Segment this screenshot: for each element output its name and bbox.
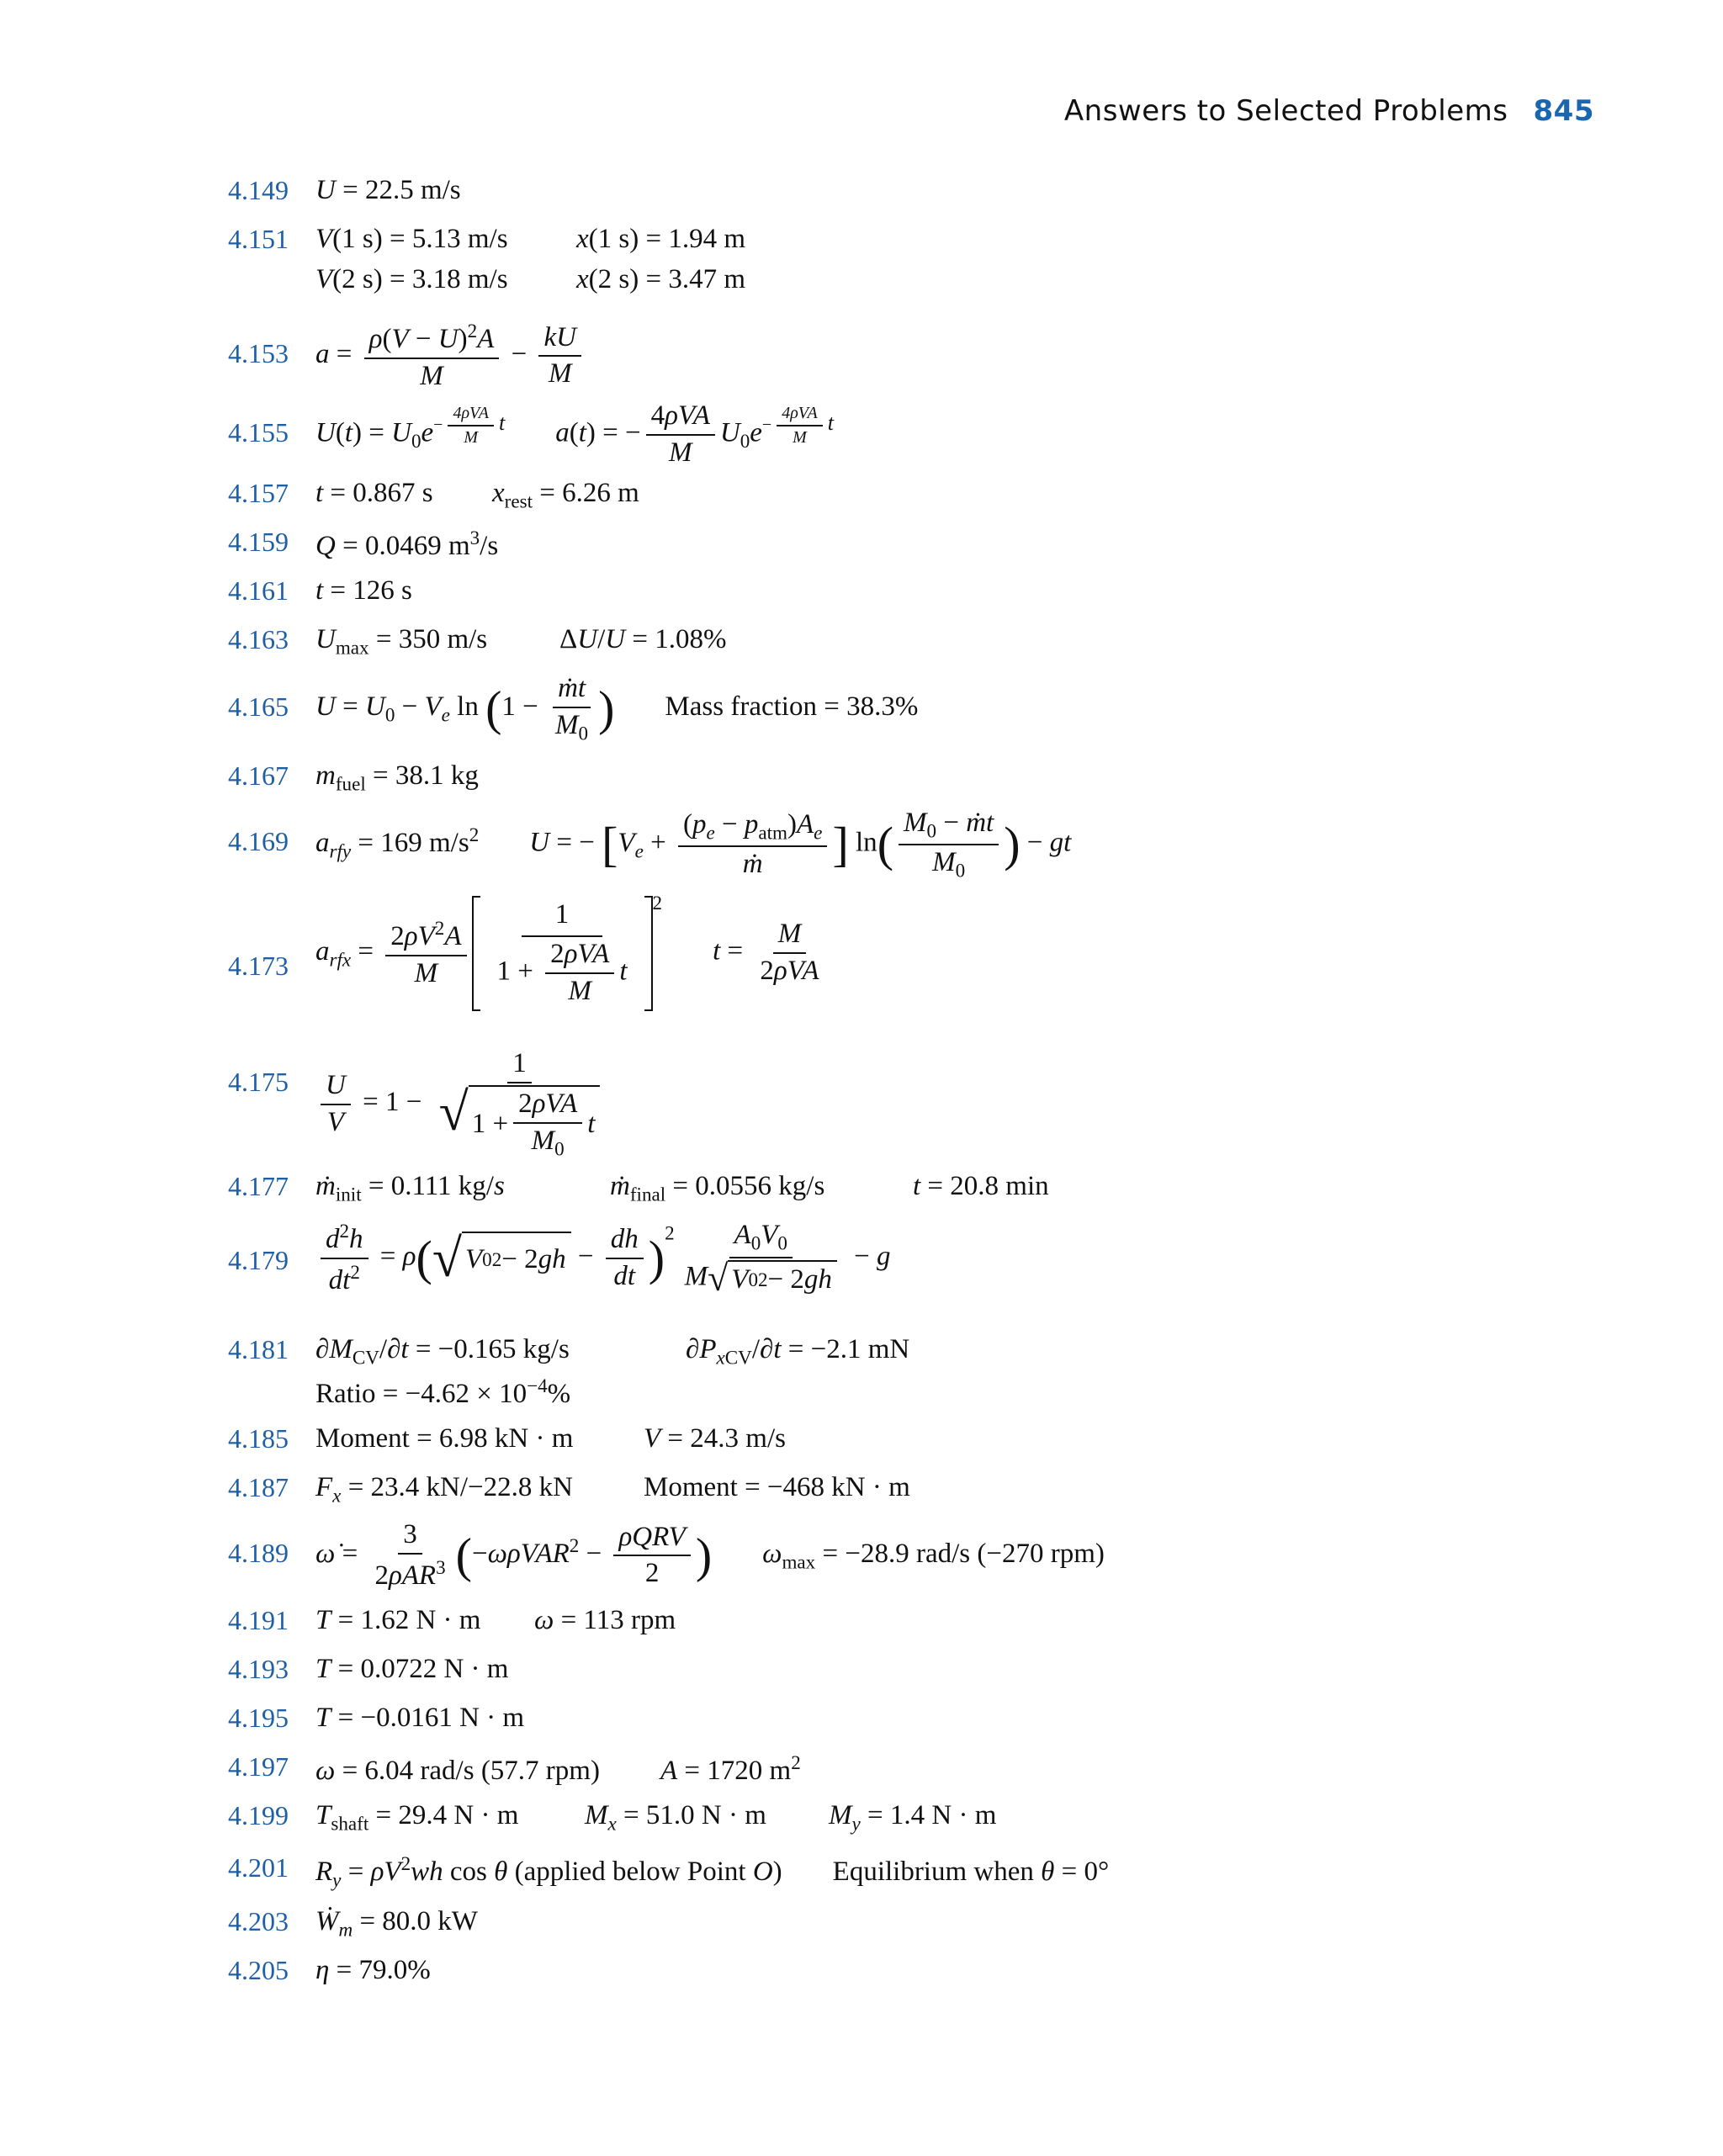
answer-text: $m_{fuel} = 38.1$ kg	[315, 760, 479, 795]
problem-number: 4.169	[228, 826, 289, 856]
problem-number: 4.179	[228, 1245, 289, 1275]
answer-text: ω = 6.04 rad/s (57.7 rpm) A = 1720 $m^2$	[315, 1751, 801, 1786]
answer-text: $U_{max} = 350$ m/s ΔU/U = 1.08%	[315, 624, 727, 659]
answer-text: U = 22.5 m/s	[315, 175, 461, 205]
problem-number: 4.191	[228, 1605, 289, 1635]
answer-formula: a = $\frac{\rho(V - U)^2A}{M}$ − $\frac{kU}{M}$	[315, 320, 586, 393]
answer-text: t = 126 s	[315, 575, 412, 606]
problem-number: 4.155	[228, 417, 289, 448]
answer-text: $\partial M_{CV}/\partial t = -0.165$ kg/s $\partial P_{xCV}/\partial t = -2.1$ mN	[315, 1334, 910, 1369]
answer-text: t = 0.867 s $x_{rest} = 6.26$ m	[315, 478, 639, 512]
problem-number: 4.159	[228, 527, 289, 557]
problem-number: 4.197	[228, 1751, 289, 1782]
problem-number: 4.151	[228, 224, 289, 254]
problem-number: 4.175	[228, 1067, 289, 1097]
page-number: 845	[1533, 94, 1594, 128]
header-title: Answers to Selected Problems	[1063, 94, 1508, 128]
answer-formula: $a_{rfy} = 169$ $m/s^2$ U = − [$V_e$ + $\frac{(p_e - p_{atm})A_e}{\text{ṁ}}$ ] ln( $\frac{M_0 - ṁt}{M_0}$ ) − gt	[315, 808, 1072, 882]
problem-number: 4.149	[228, 175, 289, 205]
problem-number: 4.187	[228, 1472, 289, 1502]
answer-text: T = 0.0722 N · m	[315, 1654, 509, 1684]
problem-number: 4.165	[228, 691, 289, 722]
problem-number: 4.185	[228, 1423, 289, 1454]
problem-number: 4.195	[228, 1703, 289, 1733]
answer-text: Ẇ$_m$ = 80.0 kW	[315, 1906, 478, 1941]
answer-text: $T_{shaft} = 29.4$ N · m $M_x = 51.0$ N · m $M_y = 1.4$ N · m	[315, 1800, 997, 1835]
problem-number: 4.205	[228, 1955, 289, 1985]
problem-number: 4.173	[228, 951, 289, 981]
answer-formula: $a_{rfx}$ = $\frac{2\rho V^2A}{M}$ 1 1 + $\frac{\text{2ρVA}}{M}$ t $^2$t = $\frac{M}{\text{2ρVA}}$	[315, 892, 880, 1011]
problem-number: 4.157	[228, 478, 289, 508]
problem-number: 4.201	[228, 1852, 289, 1883]
answer-text: Q = 0.0469 $m^3/s$	[315, 527, 499, 561]
answer-formula: $\frac{U}{V}$ = 1 − 1 √ 1 + $\frac{\text{2ρVA}}{M_0}$ t	[315, 1048, 610, 1160]
problem-number: 4.203	[228, 1906, 289, 1936]
problem-number: 4.163	[228, 624, 289, 654]
answer-text: T = −0.0161 N · m	[315, 1703, 525, 1733]
problem-number: 4.181	[228, 1334, 289, 1364]
answer-text: η = 79.0%	[315, 1955, 431, 1985]
answer-formula: ω̇ = $\frac{3}{2\rho AR^3}$ (−ωρVAR$^2$ − $\frac{\text{ρQRV}}{2}$ ) $\omega_{max} = -28.9$ rad/s (−270 rpm)	[315, 1519, 1105, 1591]
answer-text: $F_x = 23.4$ kN/−22.8 kN Moment = −468 kN · m	[315, 1472, 910, 1507]
running-header	[1064, 94, 1594, 128]
answer-text: $R_y = \rho V^2wh$ cos θ (applied below Point O) Equilibrium when θ = 0°	[315, 1852, 1110, 1891]
answer-formula: $\frac{d^2h}{dt^2}$ = ρ( √ V 0 2 − 2 gh − $\frac{dh}{dt}$ )$^2$ $A_0V_0$ M √ V 0 2 − 2 gh − g	[315, 1220, 891, 1297]
problem-number: 4.161	[228, 575, 289, 606]
answer-text: V(2 s) = 3.18 m/s x(2 s) = 3.47 m	[315, 264, 746, 294]
answer-text: V(1 s) = 5.13 m/s x(1 s) = 1.94 m	[315, 224, 746, 254]
problem-number: 4.199	[228, 1800, 289, 1830]
problem-number: 4.193	[228, 1654, 289, 1684]
answer-text: Ratio = $-4.62 \times 10^{-4}\%$	[315, 1375, 571, 1409]
answer-text: Moment = 6.98 kN · m V = 24.3 m/s	[315, 1423, 786, 1454]
answer-text: ṁ$_{init}$ = 0.111 kg/s ṁ$_{final}$ = 0.0556 kg/s t = 20.8 min	[315, 1171, 1049, 1205]
problem-number: 4.167	[228, 760, 289, 791]
answer-formula: $U(t) = U_0e^{- \frac{\text{4ρVA}}{M} t}$ a(t) = − $\frac{\text{4ρVA}}{M}$ $U_0e^{- \frac{\text{4ρVA}}{M} t}$	[315, 400, 834, 468]
answer-formula: $U = U_0 - V_e$ ln (1 − $\frac{\text{ṁt}}{M_0}$ ) Mass fraction = 38.3%	[315, 673, 919, 744]
problem-number: 4.177	[228, 1171, 289, 1201]
answer-text: T = 1.62 N · m ω = 113 rpm	[315, 1605, 676, 1635]
problem-number: 4.189	[228, 1538, 289, 1568]
problem-number: 4.153	[228, 338, 289, 368]
